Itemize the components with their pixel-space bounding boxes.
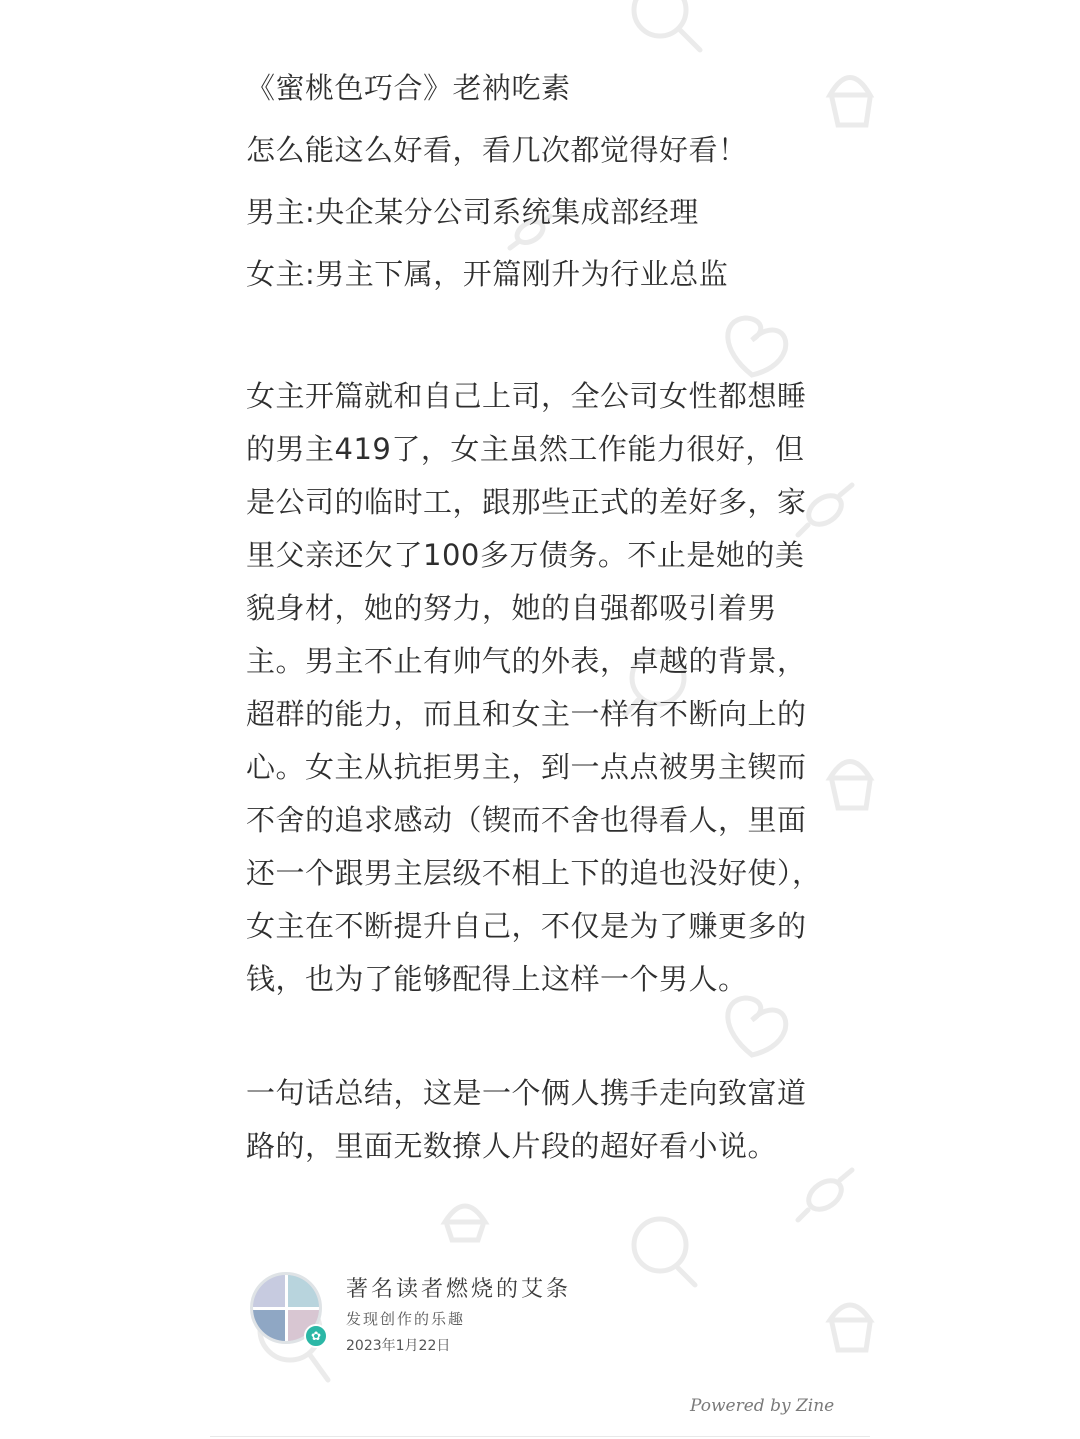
powered-by-label: Powered by Zine bbox=[690, 1396, 835, 1416]
review-paragraph: 女主开篇就和自己上司，全公司女性都想睡的男主419了，女主虽然工作能力很好，但是公司的临时工，跟那些正式的差好多，家里父亲还欠了100多万债务。不止是她的美貌身材，她的努力，她的自强都吸引着男主。男主不止有帅气的外表，卓越的背景，超群的能力，而且和女主一样有不断向上的心。女主从抗拒男主，到一点点被男主锲而不舍的追求感动（锲而不舍也得看人，里面还一个跟男主层级不相上下的追也没好使），女主在不断提升自己，不仅是为了赚更多的钱，也为了能够配得上这样一个男人。 bbox=[246, 379, 822, 996]
summary-paragraph: 一句话总结，这是一个俩人携手走向致富道路的，里面无数撩人片段的超好看小说。 bbox=[246, 1076, 807, 1163]
male-lead-line: 男主:央企某分公司系统集成部经理 bbox=[246, 195, 699, 229]
book-title-line: 《蜜桃色巧合》老衲吃素 bbox=[246, 71, 571, 105]
header-block bbox=[246, 64, 826, 312]
female-lead-line: 女主:男主下属，开篇刚升为行业总监 bbox=[246, 257, 729, 291]
author-name[interactable]: 著名读者燃烧的艾条 bbox=[346, 1277, 572, 1302]
post-date: 2023年1月22日 bbox=[346, 1338, 451, 1354]
praise-line: 怎么能这么好看，看几次都觉得好看！ bbox=[246, 133, 748, 167]
author-block bbox=[250, 1272, 850, 1362]
divider bbox=[210, 1436, 870, 1437]
star-badge-icon: ✿ bbox=[304, 1324, 328, 1348]
author-tagline: 发现创作的乐趣 bbox=[346, 1310, 466, 1328]
